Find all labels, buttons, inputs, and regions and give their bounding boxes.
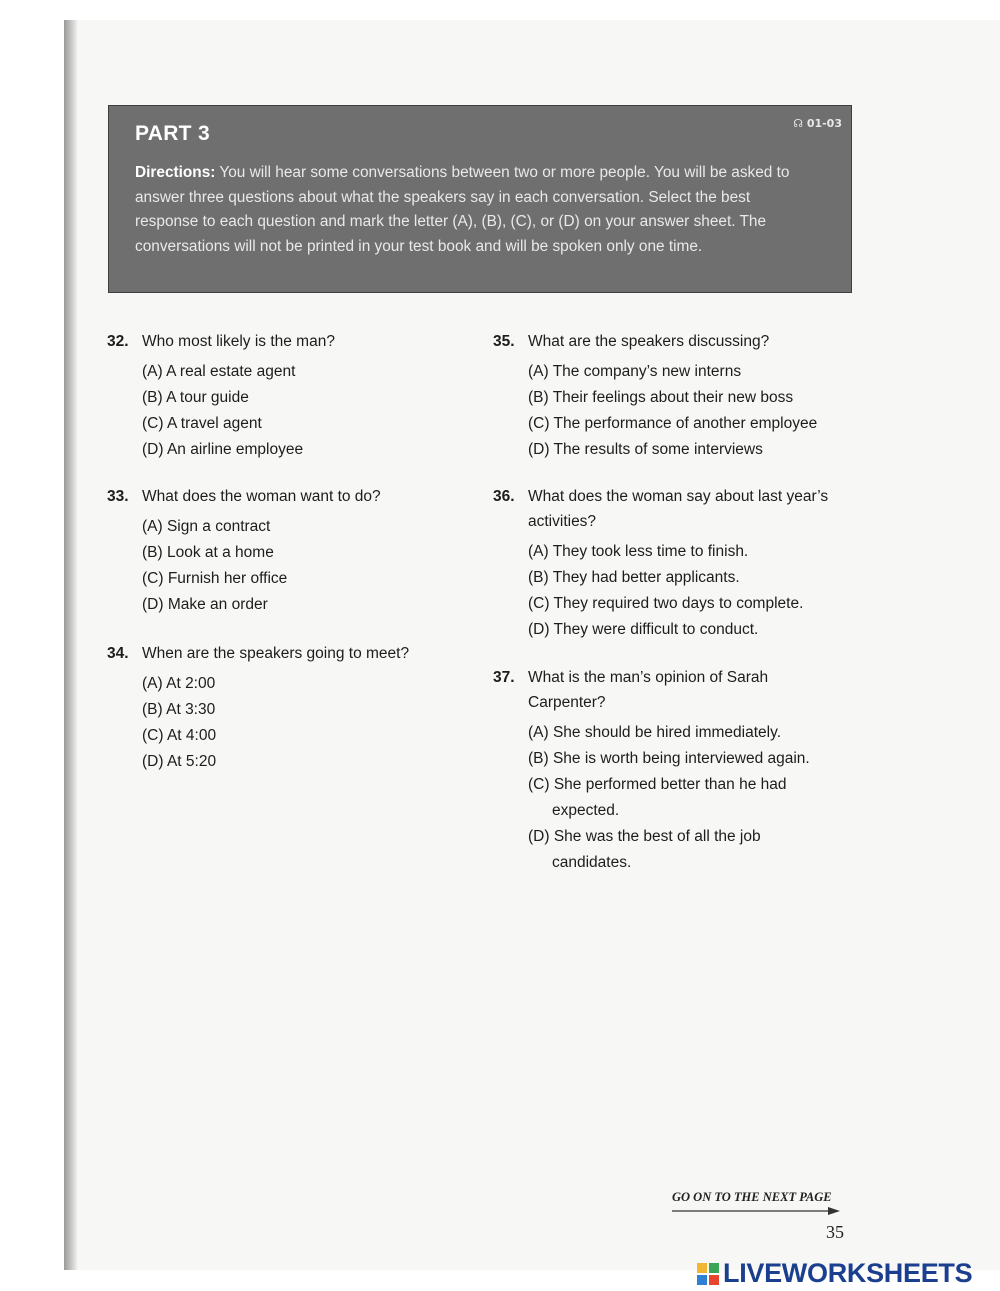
- page-number: 35: [826, 1222, 844, 1242]
- answer-option-a: (A) Sign a contract: [142, 518, 271, 535]
- answer-option-d: (D) Make an order: [142, 596, 268, 613]
- question-text: When are the speakers going to meet?: [142, 645, 410, 662]
- answer-option-b: (B) A tour guide: [142, 389, 249, 406]
- question-32: [107, 329, 467, 463]
- question-34: [107, 641, 467, 775]
- answer-option-d: (D) The results of some interviews: [528, 441, 763, 458]
- directions-body: You will hear some conversations between two or more people. You will be asked to answer three questions about what the speakers say in each conversation. Select the best response to each question and mark the letter (A), (B), (C), or (D) on your answer sheet. The conversations will not be printed in your test book and will be spoken only one time.: [135, 164, 790, 255]
- question-number: 32.: [107, 333, 129, 350]
- answer-option-b: (B) At 3:30: [142, 701, 216, 718]
- directions-text: [135, 161, 815, 259]
- answer-option-b: (B) Look at a home: [142, 544, 274, 561]
- question-33: [107, 484, 467, 618]
- answer-option-c: (C) The performance of another employee: [528, 415, 818, 432]
- audio-track-label: [793, 117, 842, 130]
- answer-option-a: (A) She should be hired immediately.: [528, 724, 782, 741]
- question-text: What is the man’s opinion of Sarah Carpenter?: [528, 669, 769, 711]
- headphones-icon: ☊: [793, 117, 803, 130]
- question-text: Who most likely is the man?: [142, 333, 335, 350]
- answer-option-a: (A) They took less time to finish.: [528, 543, 749, 560]
- question-text: What does the woman say about last year’s activities?: [528, 488, 829, 530]
- part-banner: [108, 105, 852, 293]
- question-number: 34.: [107, 645, 129, 662]
- answer-option-c: (C) They required two days to complete.: [528, 595, 804, 612]
- answer-option-b: (B) She is worth being interviewed again.: [528, 750, 810, 767]
- audio-track-number: 01-03: [806, 117, 842, 130]
- question-number: 37.: [493, 669, 515, 686]
- answer-option-d: (D) An airline employee: [142, 441, 304, 458]
- arrow-right-icon: [672, 1206, 840, 1216]
- directions-label: Directions:: [135, 164, 216, 181]
- question-36: [493, 484, 851, 643]
- logo-text: LIVEWORKSHEETS: [723, 1258, 973, 1288]
- question-37: [493, 665, 833, 876]
- part-title: PART 3: [135, 122, 210, 145]
- next-page-note: GO ON TO THE NEXT PAGE: [672, 1190, 832, 1204]
- liveworksheets-logo: [697, 1258, 972, 1289]
- answer-option-b: (B) They had better applicants.: [528, 569, 740, 586]
- question-35: [493, 329, 853, 463]
- answer-option-d: (D) At 5:20: [142, 753, 217, 770]
- question-text: What are the speakers discussing?: [528, 333, 770, 350]
- logo-squares-icon: [697, 1263, 719, 1285]
- answer-option-a: (A) At 2:00: [142, 675, 216, 692]
- question-text: What does the woman want to do?: [142, 488, 381, 505]
- page-binding-shadow: [64, 20, 78, 1270]
- answer-option-d: (D) She was the best of all the job candidates.: [528, 828, 761, 871]
- answer-option-c: (C) Furnish her office: [142, 570, 288, 587]
- answer-option-c: (C) She performed better than he had expected.: [528, 776, 787, 819]
- answer-option-d: (D) They were difficult to conduct.: [528, 621, 759, 638]
- question-number: 33.: [107, 488, 129, 505]
- answer-option-a: (A) The company’s new interns: [528, 363, 742, 380]
- question-number: 36.: [493, 488, 515, 505]
- answer-option-a: (A) A real estate agent: [142, 363, 296, 380]
- answer-option-b: (B) Their feelings about their new boss: [528, 389, 794, 406]
- answer-option-c: (C) A travel agent: [142, 415, 262, 432]
- question-number: 35.: [493, 333, 515, 350]
- answer-option-c: (C) At 4:00: [142, 727, 217, 744]
